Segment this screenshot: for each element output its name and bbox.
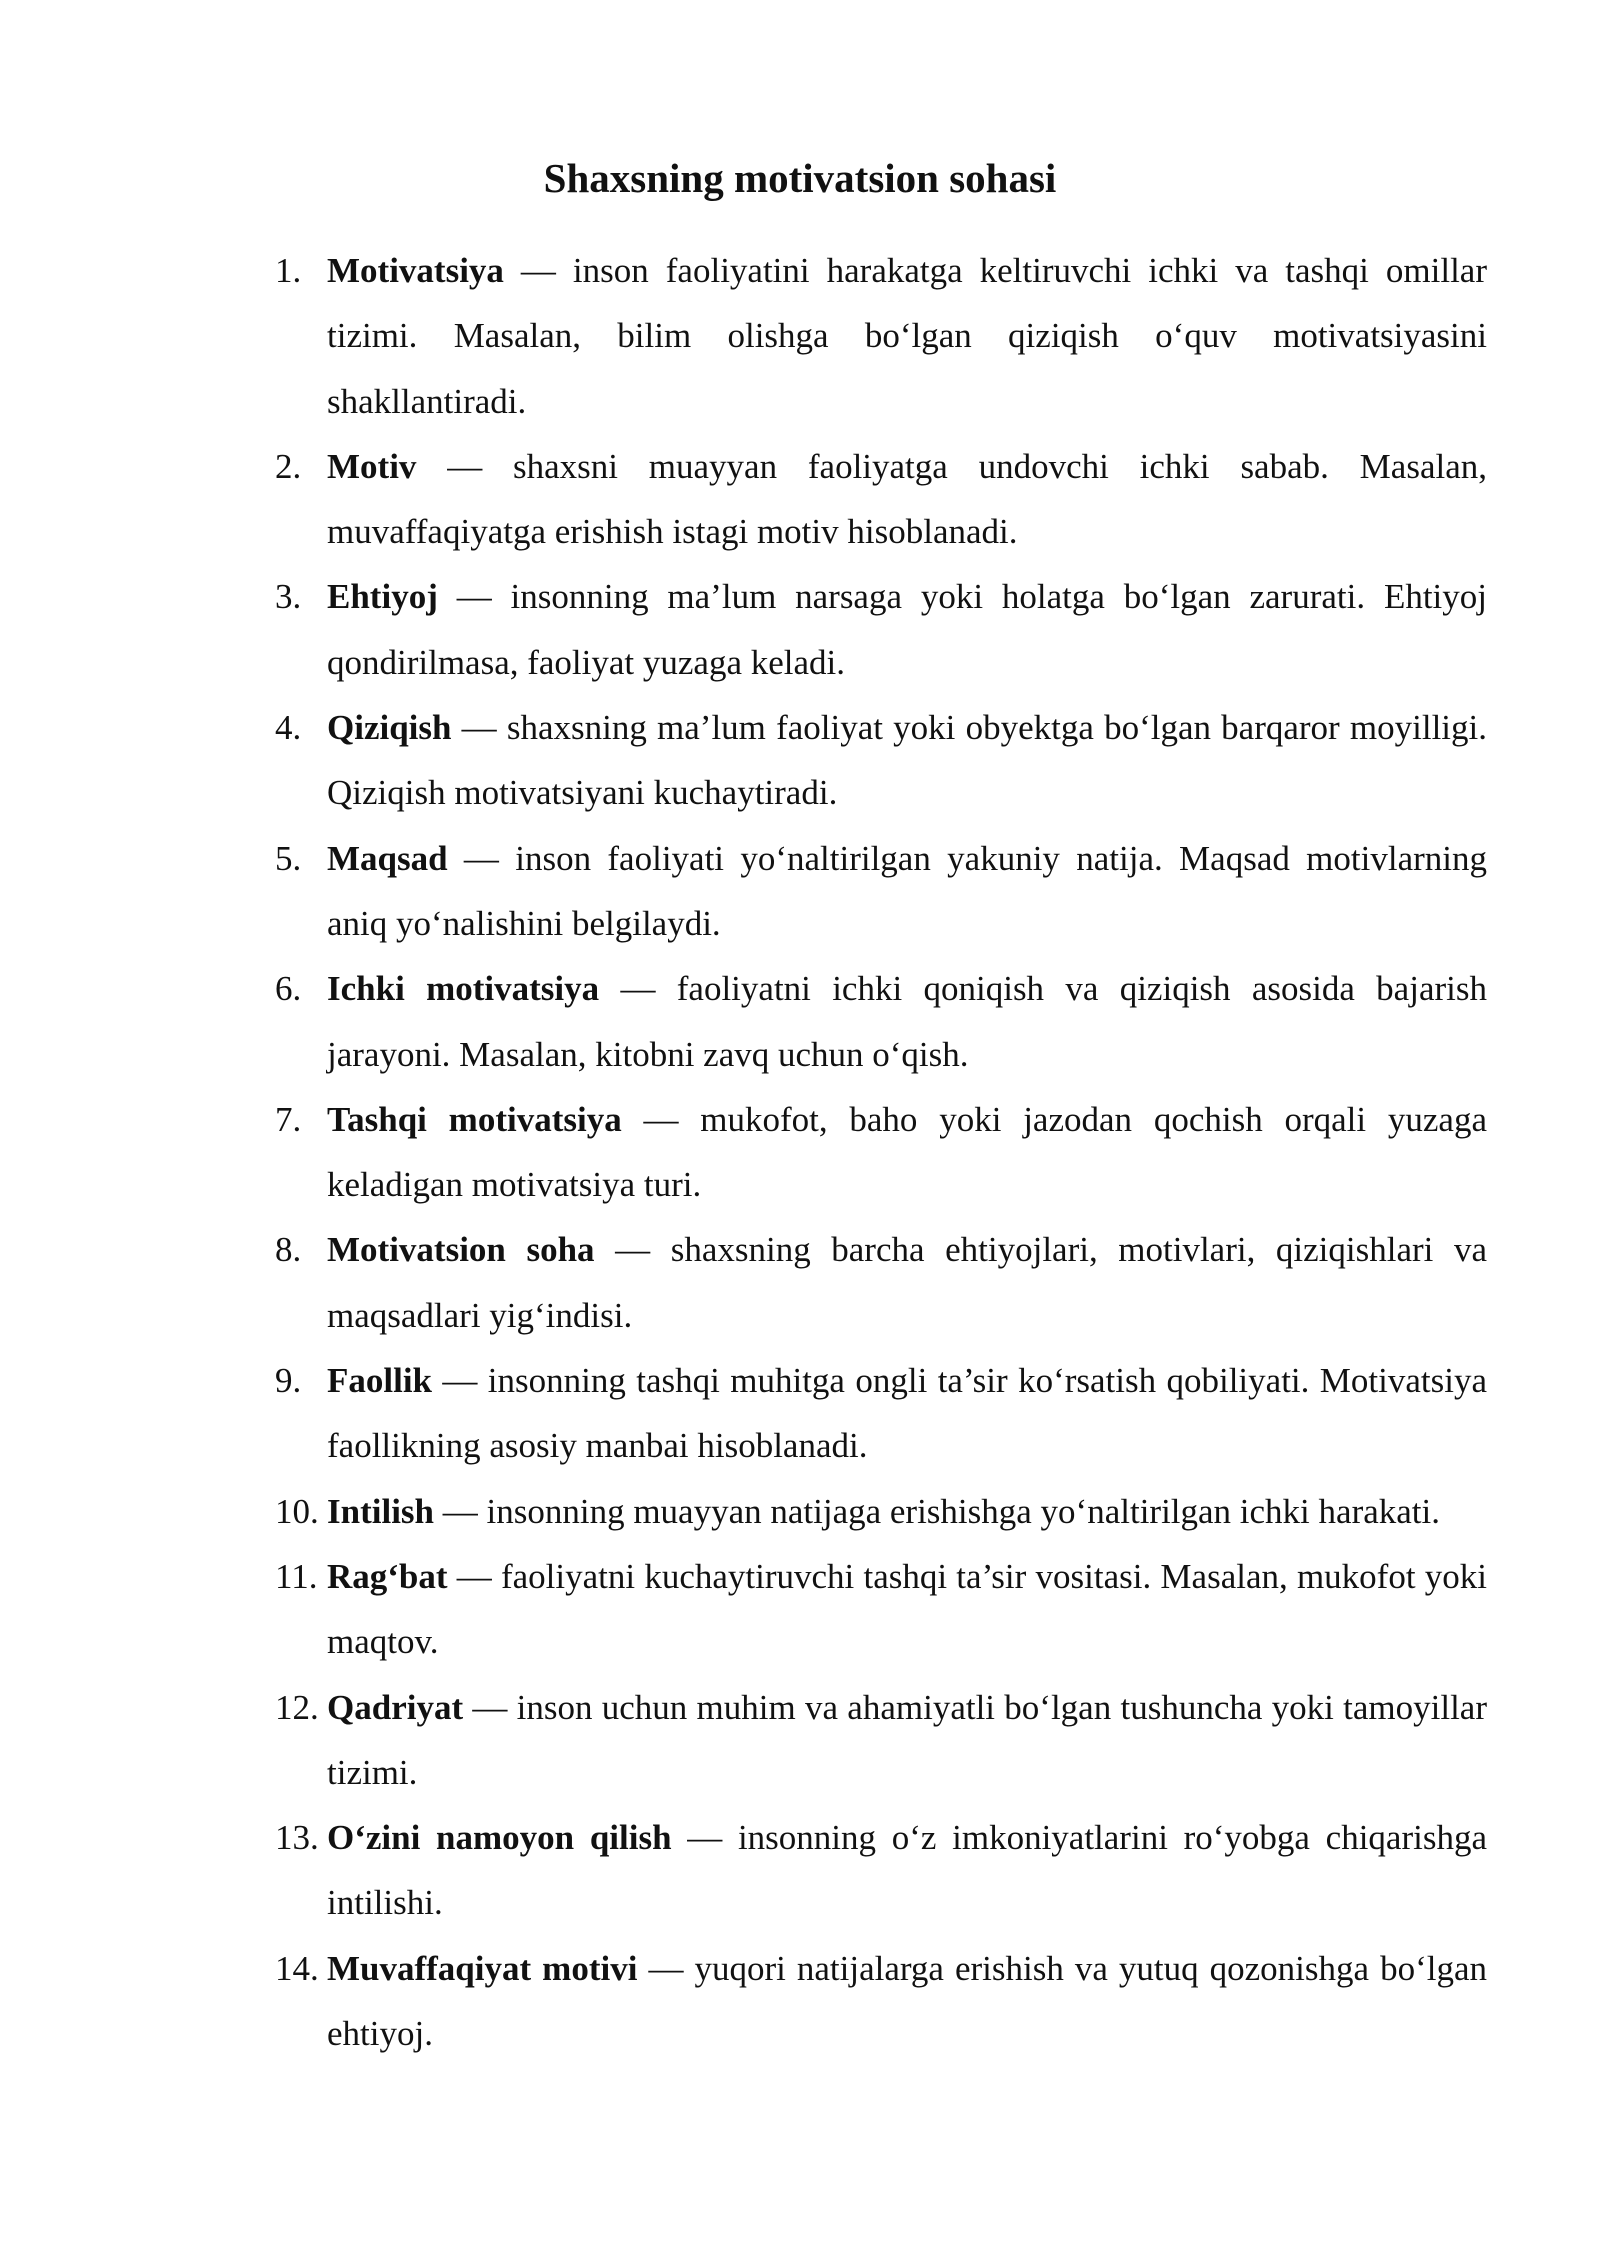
item-number: 3. (275, 577, 302, 617)
item-term: Rag‘bat (327, 1556, 448, 1596)
item-number: 12. (275, 1687, 319, 1727)
item-term: Muvaffaqiyat motivi (327, 1948, 638, 1988)
document-title: Shaxsning motivatsion sohasi (543, 155, 1057, 201)
list-item (275, 826, 1487, 957)
list-item (275, 434, 1487, 565)
item-number: 7. (275, 1099, 302, 1139)
list-item (275, 1544, 1487, 1675)
item-term: O‘zini namoyon qilish (327, 1818, 672, 1858)
item-text: — shaxsning ma’lum faoliyat yoki obyektga bo‘lgan barqaror moyilligi. Qiziqish motivatsiyani kuchaytiradi. (327, 708, 1487, 813)
item-term: Intilish (327, 1491, 434, 1531)
item-text: — insonning tashqi muhitga ongli ta’sir ko‘rsatish qobiliyati. Motivatsiya faollikning asosiy manbai hisoblanadi. (327, 1361, 1487, 1466)
item-number: 1. (275, 251, 302, 290)
list-item (275, 1805, 1487, 1936)
item-number: 13. (275, 1818, 319, 1858)
list-item (275, 1936, 1487, 2067)
item-number: 14. (275, 1948, 319, 1988)
list-item (275, 238, 1487, 434)
list-item (275, 564, 1487, 695)
item-term: Motiv (327, 446, 417, 486)
list-item (275, 695, 1487, 826)
item-term: Motivatsiya (327, 251, 504, 290)
item-number: 6. (275, 969, 302, 1009)
item-number: 4. (275, 708, 302, 748)
item-number: 10. (275, 1491, 319, 1531)
definition-list (275, 238, 1487, 2066)
list-item (275, 1217, 1487, 1348)
item-text: — inson faoliyati yo‘naltirilgan yakuniy natija. Maqsad motivlarning aniq yo‘nalishini belgilaydi. (327, 838, 1487, 943)
item-term: Tashqi motivatsiya (327, 1099, 622, 1139)
item-text: — insonning muayyan natijaga erishishga yo‘naltirilgan ichki harakati. (434, 1491, 1440, 1531)
item-term: Qiziqish (327, 708, 452, 748)
item-text: — shaxsning barcha ehtiyojlari, motivlari, qiziqishlari va maqsadlari yig‘indisi. (327, 1230, 1487, 1335)
item-number: 11. (275, 1556, 318, 1596)
list-item (275, 1087, 1487, 1218)
item-term: Ichki motivatsiya (327, 969, 600, 1009)
item-text: — insonning ma’lum narsaga yoki holatga bo‘lgan zarurati. Ehtiyoj qondirilmasa, faoliyat yuzaga keladi. (327, 577, 1487, 682)
list-item (275, 1675, 1487, 1806)
item-text: — yuqori natijalarga erishish va yutuq qozonishga bo‘lgan ehtiyoj. (327, 1948, 1487, 2054)
item-term: Maqsad (327, 838, 448, 878)
list-item (275, 1479, 1487, 1544)
item-text: — faoliyatni ichki qoniqish va qiziqish asosida bajarish jarayoni. Masalan, kitobni zavq uchun o‘qish. (327, 969, 1487, 1074)
item-text: — mukofot, baho yoki jazodan qochish orqali yuzaga keladigan motivatsiya turi. (327, 1099, 1487, 1205)
item-text: — inson uchun muhim va ahamiyatli bo‘lgan tushuncha yoki tamoyillar tizimi. (327, 1687, 1487, 1792)
list-item (275, 956, 1487, 1087)
item-number: 2. (275, 446, 302, 486)
list-item (275, 1348, 1487, 1479)
item-number: 5. (275, 838, 302, 878)
item-term: Ehtiyoj (327, 577, 438, 617)
item-term: Motivatsion soha (327, 1230, 595, 1270)
item-term: Faollik (327, 1361, 433, 1401)
item-term: Qadriyat (327, 1687, 464, 1727)
item-number: 8. (275, 1230, 302, 1270)
item-text: — faoliyatni kuchaytiruvchi tashqi ta’sir vositasi. Masalan, mukofot yoki maqtov. (327, 1556, 1487, 1662)
item-text: — insonning o‘z imkoniyatlarini ro‘yobga chiqarishga intilishi. (327, 1818, 1487, 1923)
item-number: 9. (275, 1361, 302, 1401)
item-text: — shaxsni muayyan faoliyatga undovchi ichki sabab. Masalan, muvaffaqiyatga erishish istagi motiv hisoblanadi. (327, 446, 1487, 552)
item-text: — inson faoliyatini harakatga keltiruvchi ichki va tashqi omillar tizimi. Masalan, bilim olishga bo‘lgan qiziqish o‘quv motivatsiyasini shakllantiradi. (327, 251, 1487, 421)
